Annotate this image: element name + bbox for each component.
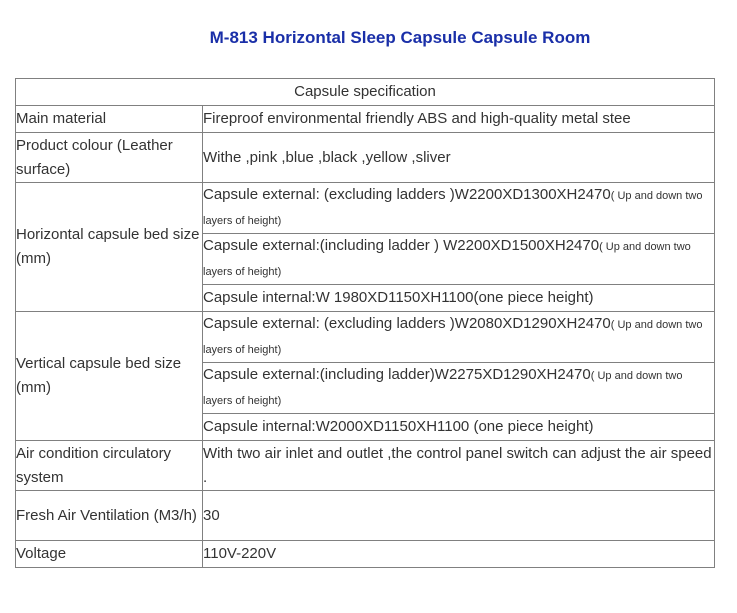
table-row (16, 106, 715, 133)
air-condition-value: With two air inlet and outlet ,the control panel switch can adjust the air speed . (203, 441, 715, 491)
table-row (16, 491, 715, 541)
spec-main-text: Capsule external:(including ladder ) W2200XD1500XH2470 (203, 237, 600, 254)
product-colour-label: Product colour (Leather surface) (16, 133, 203, 183)
product-colour-value: Withe ,pink ,blue ,black ,yellow ,sliver (203, 133, 715, 183)
spec-main-text: Capsule external: (excluding ladders )W2080XD1290XH2470 (203, 315, 611, 332)
vertical-bed-external-including (203, 363, 715, 414)
specification-table (15, 78, 715, 568)
main-material-value: Fireproof environmental friendly ABS and high-quality metal stee (203, 106, 715, 133)
air-condition-label: Air condition circulatory system (16, 441, 203, 491)
voltage-label: Voltage (16, 541, 203, 568)
spec-main-text: Capsule external:(including ladder)W2275XD1290XH2470 (203, 366, 591, 383)
horizontal-bed-external-excluding (203, 183, 715, 234)
table-header-row (16, 79, 715, 106)
table-header: Capsule specification (16, 79, 715, 106)
main-material-label: Main material (16, 106, 203, 133)
voltage-value: 110V-220V (203, 541, 715, 568)
page-title: M-813 Horizontal Sleep Capsule Capsule Room (209, 28, 591, 47)
spec-note-text: ( Up and down two layers of height) (203, 370, 683, 407)
spec-main-text: Capsule external: (excluding ladders )W2200XD1300XH2470 (203, 186, 611, 203)
fresh-air-value: 30 (203, 491, 715, 541)
vertical-bed-internal: Capsule internal:W2000XD1150XH1100 (one piece height) (203, 414, 715, 441)
vertical-bed-external-excluding (203, 312, 715, 363)
horizontal-bed-internal: Capsule internal:W 1980XD1150XH1100(one piece height) (203, 285, 715, 312)
spec-note-text: ( Up and down two layers of height) (203, 190, 703, 227)
spec-note-text: ( Up and down two layers of height) (203, 319, 703, 356)
spec-note-text: ( Up and down two layers of height) (203, 241, 691, 278)
horizontal-bed-label: Horizontal capsule bed size (mm) (16, 183, 203, 312)
table-row (16, 133, 715, 183)
table-row (16, 312, 715, 363)
table-row (16, 183, 715, 234)
vertical-bed-label: Vertical capsule bed size (mm) (16, 312, 203, 441)
horizontal-bed-external-including (203, 234, 715, 285)
table-row (16, 541, 715, 568)
fresh-air-label: Fresh Air Ventilation (M3/h) (16, 491, 203, 541)
table-row (16, 441, 715, 491)
